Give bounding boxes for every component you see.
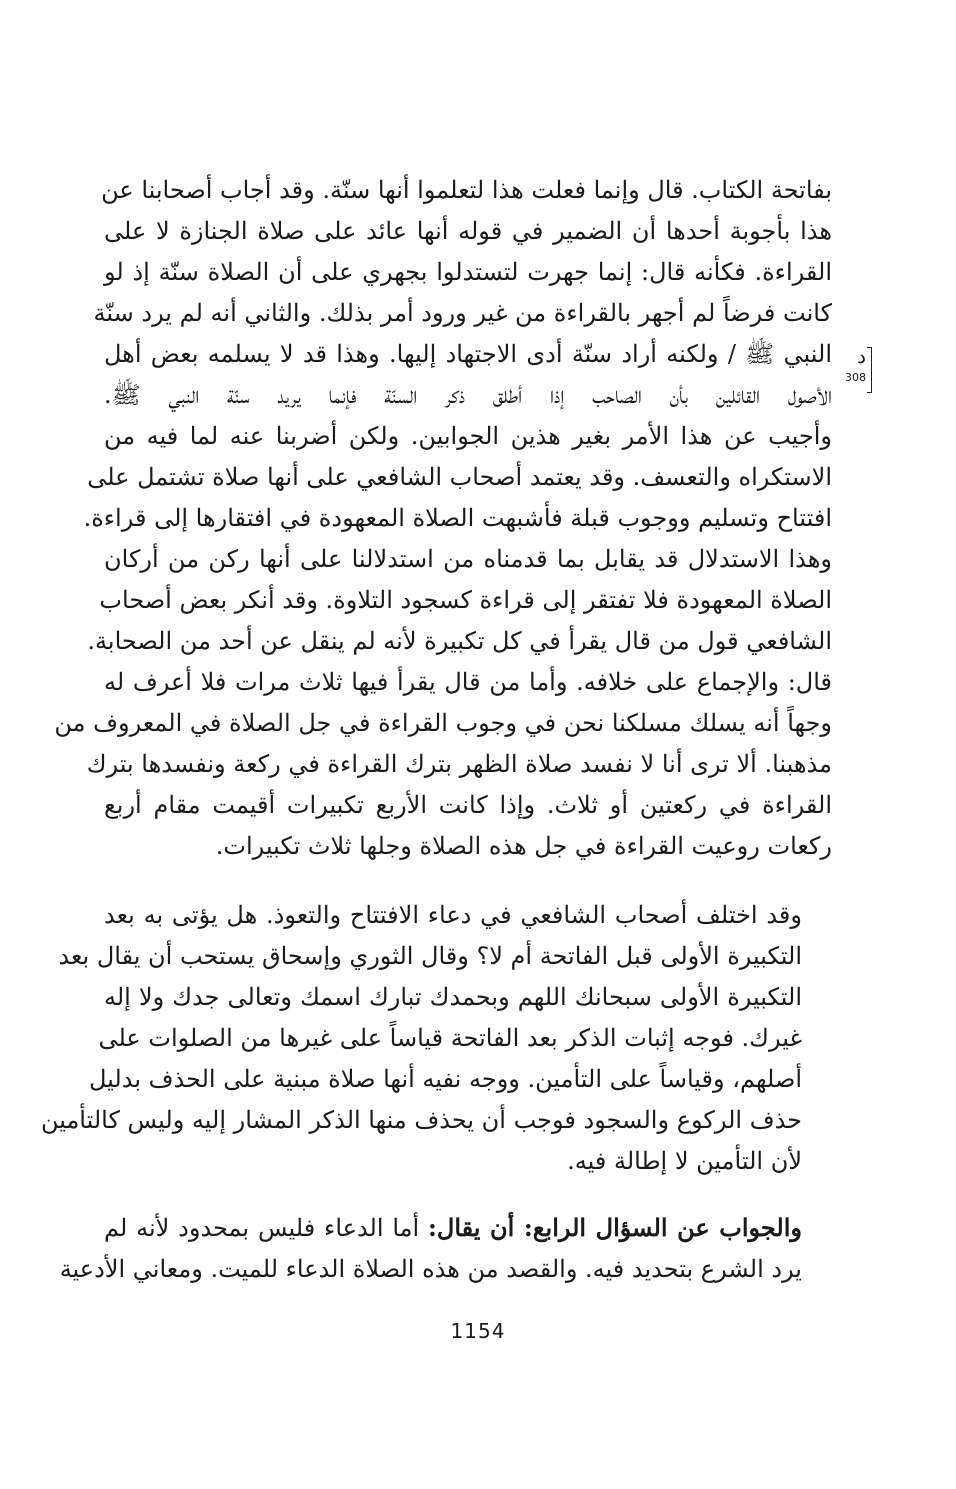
text-line: النبي ﷺ / ولكنه أراد سنّة أدى الاجتهاد إليها. وهذا قد لا يسلمه بعض أهل [104, 340, 832, 368]
text-line: هذا بأجوبة أحدها أن الضمير في قوله أنها عائد على صلاة الجنازة لا على [104, 217, 832, 245]
text-line: أصلهم، وقياساً على التأمين. ووجه نفيه أنها صلاة مبنية على الحذف بدليل [88, 1065, 802, 1093]
text-line: بفاتحة الكتاب. قال وإنما فعلت هذا لتعلموا أنها سنّة. وقد أجاب أصحابنا عن [101, 176, 832, 204]
text-line: افتتاح وتسليم ووجوب قبلة فأشبهت الصلاة المعهودة في افتقارها إلى قراءة. [83, 504, 832, 532]
margin-manuscript-note [838, 345, 876, 395]
text-line: وهذا الاستدلال قد يقابل بما قدمناه من استدلالنا على أنها ركن من أركان [104, 545, 832, 573]
text-line: القراءة. فكأنه قال: إنما جهرت لتستدلوا بجهري على أن الصلاة سنّة إذ لو [104, 258, 832, 286]
manuscript-folio-number: 308 [845, 371, 866, 384]
text-line: كانت فرضاً لم أجهر بالقراءة من غير ورود أمر بذلك. والثاني أنه لم يرد سنّة [93, 299, 832, 327]
text-line: القراءة في ركعتين أو ثلاث. وإذا كانت الأربع تكبيرات أقيمت مقام أربع [104, 791, 832, 819]
section-heading: والجواب عن السؤال الرابع: أن يقال: [428, 1213, 802, 1242]
text-line: التكبيرة الأولى سبحانك اللهم وبحمدك تبارك اسمك وتعالى جدك ولا إله [104, 983, 802, 1011]
text-line: مذهبنا. ألا ترى أنا لا نفسد صلاة الظهر بترك القراءة في ركعة ونفسدها بترك [86, 750, 832, 778]
margin-bracket [867, 347, 872, 393]
paragraph-3 [59, 1207, 832, 1290]
text-line: وقد اختلف أصحاب الشافعي في دعاء الافتتاح والتعوذ. هل يؤتى به بعد [104, 901, 802, 929]
text-line: الصلاة المعهودة فلا تفتقر إلى قراءة كسجود التلاوة. وقد أنكر بعض أصحاب [99, 586, 832, 614]
text-line: وجهاً أنه يسلك مسلكنا نحن في وجوب القراءة في جل الصلاة في المعروف من [54, 709, 832, 737]
paragraph-1 [54, 170, 832, 867]
paragraph-2 [40, 895, 832, 1182]
text-line: الأصول القائلين بأن الصاحب إذا أطلق ذكر السنّة فإنما يريد سنّة النبي ﷺ. [104, 381, 832, 409]
text-line: قال: والإجماع على خلافه. وأما من قال يقرأ فيها ثلاث مرات فلا أعرف له [104, 668, 832, 696]
text-line: يرد الشرع بتحديد فيه. والقصد من هذه الصلاة الدعاء للميت. ومعاني الأدعية [59, 1255, 802, 1283]
text-line: الشافعي قول من قال يقرأ في كل تكبيرة لأنه لم ينقل عن أحد من الصحابة. [87, 627, 832, 655]
heading-continuation: أما الدعاء فليس بمحدود لأنه لم [104, 1214, 420, 1242]
text-line [104, 1207, 832, 1249]
text-line: التكبيرة الأولى قبل الفاتحة أم لا؟ وقال الثوري وإسحاق يستحب أن يقال بعد [58, 942, 802, 970]
text-line: حذف الركوع والسجود فوجب أن يحذف منها الذكر المشار إليه وليس كالتأمين [40, 1106, 802, 1134]
text-line: وأجيب عن هذا الأمر بغير هذين الجوابين. ولكن أضربنا عنه لما فيه من [104, 422, 832, 450]
text-line: لأن التأمين لا إطالة فيه. [567, 1147, 802, 1175]
text-line: ركعات روعيت القراءة في جل هذه الصلاة وجلها ثلاث تكبيرات. [215, 832, 832, 860]
page-number: 1154 [450, 1319, 506, 1343]
text-line: غيرك. فوجه إثبات الذكر بعد الفاتحة قياساً على غيرها من الصلوات على [98, 1024, 802, 1052]
text-line: الاستكراه والتعسف. وقد يعتمد أصحاب الشافعي على أنها صلاة تشتمل على [87, 463, 832, 491]
manuscript-letter: د [857, 344, 866, 368]
